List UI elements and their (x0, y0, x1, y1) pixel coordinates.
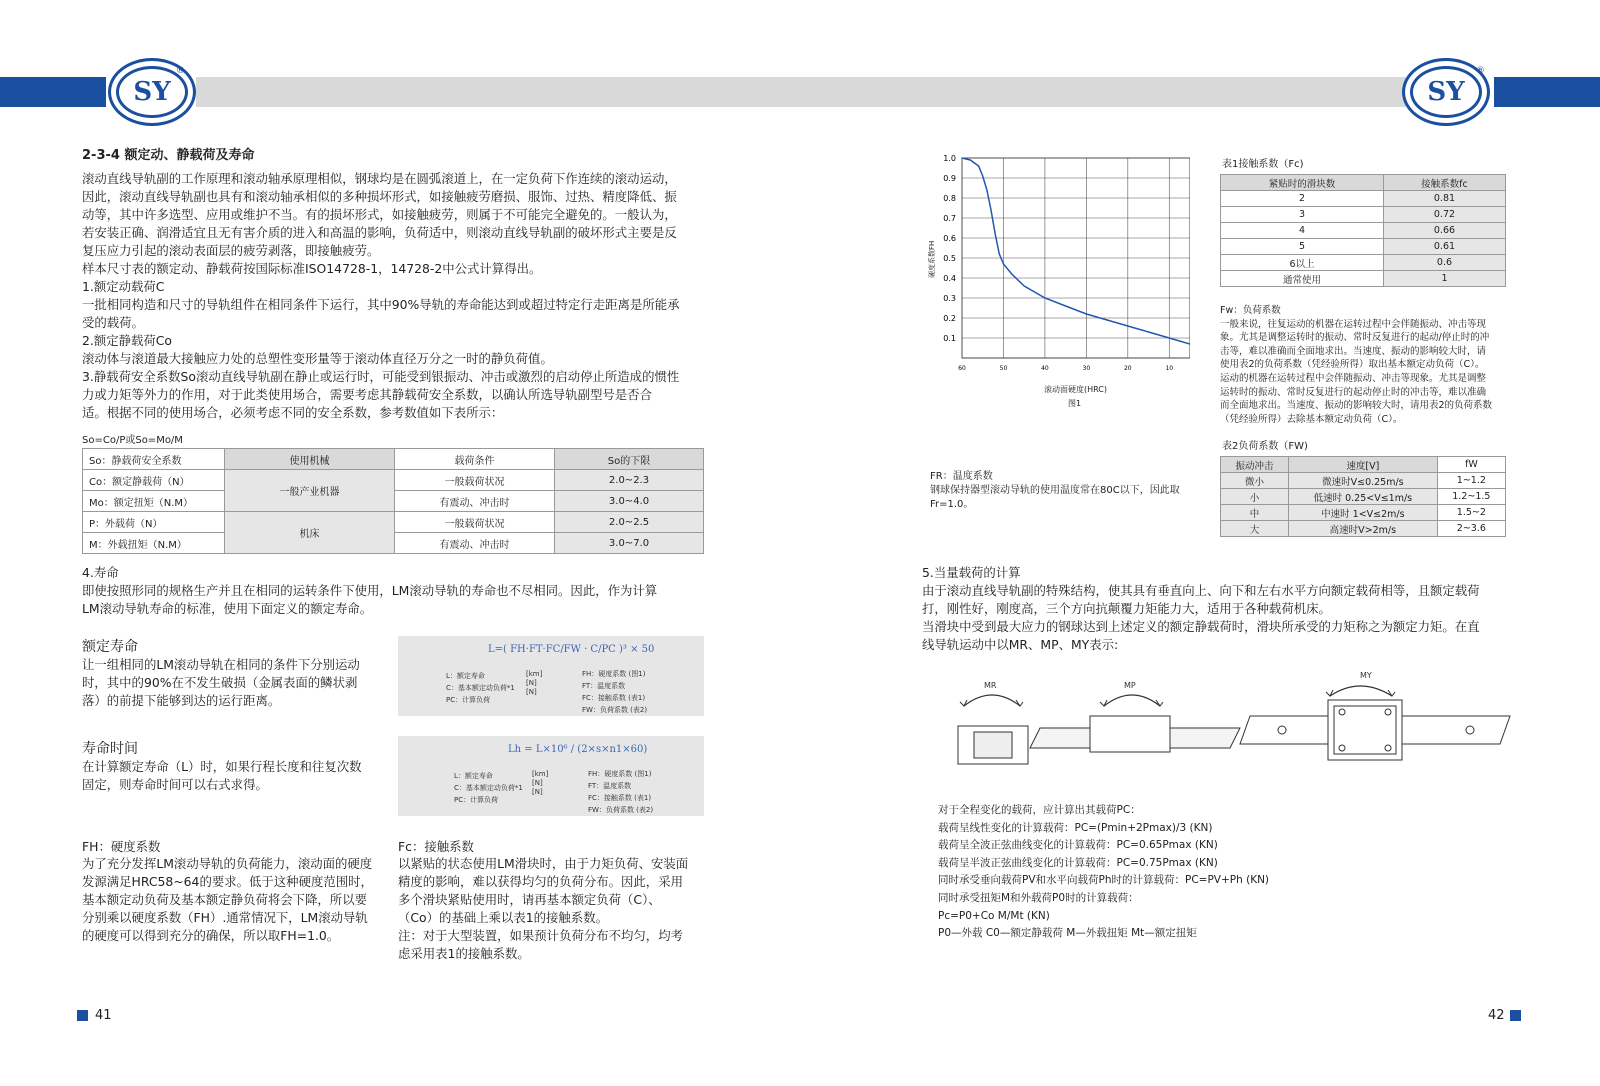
so-def: M：外载扭矩（N.M） (83, 533, 225, 554)
t2-cell: 1.5~2 (1437, 505, 1505, 521)
t1-header: 接触系数fc (1383, 175, 1505, 191)
x-tick: 30 (1082, 365, 1091, 372)
mp-slider (1090, 716, 1170, 752)
t2-header: 速度[V] (1289, 457, 1438, 473)
so-header: 使用机械 (225, 449, 395, 470)
y-tick: 0.7 (943, 214, 956, 223)
formula-box-life (398, 636, 704, 716)
t2-cell: 2~3.6 (1437, 521, 1505, 537)
t2-cell: 微小 (1221, 473, 1289, 489)
page-number-right: 42 (1488, 1008, 1505, 1023)
registered-mark: ® (176, 66, 185, 76)
formula-legend: FH：硬度系数 (图1) FT：温度系数 FC：接触系数 (表1) FW：负荷系数 (表2) (588, 770, 654, 814)
so-limit: 3.0~4.0 (555, 491, 704, 512)
x-tick: 20 (1123, 365, 1132, 372)
y-tick: 0.8 (943, 194, 956, 203)
t2-header: 振动冲击 (1221, 457, 1289, 473)
x-tick: 10 (1165, 365, 1174, 372)
so-limit: 2.0~2.3 (555, 470, 704, 491)
t2-cell: 中速时 1<V≤2m/s (1289, 505, 1438, 521)
t1-cell: 4 (1221, 223, 1384, 239)
calc-text: 对于全程变化的载荷，应计算出其载荷PC： 载荷呈线性变化的计算载荷：PC=(Pmin+2Pmax)/3 (KN) 载荷呈全波正弦曲线变化的计算载荷：PC=0.65Pmax (KN) 载荷呈半波正弦曲线变化的计算载荷：PC=0.75Pmax (KN) 同时承受垂向载荷PV和水平向载荷Ph时的计算载荷：PC=PV+Ph (KN) 同时承受扭矩M和外载荷P0时的计算载荷： Pc=P0+Co M/Mt (KN) P0—外载 C0—额定静载荷 M—外载扭矩 Mt—额定扭矩 (938, 804, 1270, 940)
header-bar-left (0, 77, 106, 107)
t1-cell: 3 (1221, 207, 1384, 223)
t1-cell: 6以上 (1221, 255, 1384, 271)
mp-label: MP (1124, 681, 1136, 690)
y-tick: 0.2 (943, 314, 956, 323)
so-table (82, 448, 704, 554)
t1-cell: 0.81 (1383, 191, 1505, 207)
y-tick: 0.3 (943, 294, 956, 303)
t2-cell: 大 (1221, 521, 1289, 537)
page-number-left: 41 (95, 1008, 112, 1023)
t1-header: 紧贴时的滑块数 (1221, 175, 1384, 191)
mr-arrow (964, 695, 1020, 706)
fc-text: 以紧贴的状态使用LM滑块时，由于力矩负荷、安装面 精度的影响，难以获得均匀的负荷分布。因此，采用 多个滑块紧贴使用时，请再基本额定负荷（C）、 （Co）的基础上乘以表1的接触系数。 注：对于大型装置，如果预计负荷分布不均匀，均考 虑采用表1的接触系数。 (398, 856, 689, 961)
brand-logo-left: SY (108, 58, 196, 126)
x-tick: 40 (1041, 365, 1049, 372)
load-factor-table (1220, 456, 1506, 537)
table1-title: 表1接触系数（Fc) (1222, 159, 1304, 170)
so-condition: 有震动、冲击时 (395, 491, 555, 512)
sec5-text: 由于滚动直线导轨副的特殊结构，使其具有垂直向上、向下和左右水平方向额定载荷相等，且额定载荷 打，刚性好，刚度高，三个方向抗颠覆力矩能力大，适用于各种载荷机床。 当滑块中受到最大应力的钢球达到上述定义的额定静载荷时，滑块所承受的力矩称之为额定力矩。在直 线导轨运动中以MR、MP、MY表示: (922, 583, 1480, 652)
hardness-chart (920, 148, 1190, 413)
formula-units: [km] [N] [N] (526, 670, 543, 696)
my-arrow (1330, 686, 1392, 696)
y-tick: 0.6 (943, 234, 956, 243)
fh-text: 为了充分发挥LM滚动导轨的负荷能力，滚动面的硬度 发源满足HRC58~64的要求。低于这种硬度范围时， 基本额定动负荷及基本额定静负荷将会下降，所以要 分别乘以硬度系数（FH）.通常情况下，LM滚动导轨 的硬度可以得到充分的确保，所以取FH=1.0。 (82, 856, 373, 943)
t1-cell: 5 (1221, 239, 1384, 255)
contact-factor-table (1220, 174, 1506, 287)
t2-cell: 中 (1221, 505, 1289, 521)
section-heading: 2-3-4 额定动、静载荷及寿命 (82, 148, 255, 163)
life-heading: 4.寿命 (82, 565, 119, 580)
chart-xlabel: 滚动面硬度(HRC) (1044, 385, 1108, 394)
rated-life-title: 额定寿命 (82, 639, 138, 655)
fw-text: Fw：负荷系数 一般来说，往复运动的机器在运转过程中会伴随振动、冲击等现 象。尤其是调整运转时的振动、常时反复进行的起动/停止时的冲 击等，难以准确而全面地求出。当速度、振动的影响较大时，请 使用表2的负荷系数（凭经验所得）取出基本额定动负荷（C）。 运动的机器在运转过程中会伴随振动、冲击等现象。尤其是调整 运转时的振动、常时反复进行的起动停止时的冲击等，难以准确 而全面地求出。当速度、振动的影响较大时，请用表2的负荷系数 （凭经验所得）去除基本额定动负荷（C）。 (1220, 305, 1493, 425)
t1-cell: 2 (1221, 191, 1384, 207)
life-time-title: 寿命时间 (82, 741, 138, 757)
my-label: MY (1360, 671, 1372, 680)
registered-mark: ® (1476, 66, 1485, 76)
mr-label: MR (984, 681, 997, 690)
t1-cell: 0.6 (1383, 255, 1505, 271)
t1-cell: 1 (1383, 271, 1505, 287)
rated-life-text: 让一组相同的LM滚动导轨在相同的条件下分别运动 时，其中的90%在不发生破损（金属表面的鳞状剥 落）的前提下能够到达的运行距离。 (82, 657, 360, 708)
x-tick: 60 (958, 365, 966, 372)
header-bar-right (1494, 77, 1600, 107)
t2-header: fW (1437, 457, 1505, 473)
t2-cell: 微速时V≤0.25m/s (1289, 473, 1438, 489)
t1-cell: 0.61 (1383, 239, 1505, 255)
formula-legend: FH：硬度系数 (图1) FT：温度系数 FC：接触系数 (表1) FW：负荷系数 (表2) (582, 670, 648, 714)
so-machine: 机床 (225, 512, 395, 554)
mp-arrow (1104, 695, 1160, 706)
y-tick: 0.9 (943, 174, 956, 183)
so-formula: So=Co/P或So=Mo/M (82, 435, 183, 446)
y-tick: 0.5 (943, 254, 956, 263)
so-header: So的下限 (555, 449, 704, 470)
so-header: So：静载荷安全系数 (83, 449, 225, 470)
fr-text: FR：温度系数 钢球保持器型滚动导轨的使用温度常在80C以下，因此取 Fr=1.0。 (930, 471, 1180, 510)
y-tick: 1.0 (943, 154, 956, 163)
moment-diagrams (930, 668, 1520, 778)
formula-lifetime: Lh = L×10⁶ / (2×s×n1×60) (508, 744, 648, 755)
so-limit: 3.0~7.0 (555, 533, 704, 554)
t2-cell: 小 (1221, 489, 1289, 505)
brand-logo-right: SY (1402, 58, 1490, 126)
x-tick: 50 (999, 365, 1008, 372)
so-def: Mo：额定扭矩（N.M） (83, 491, 225, 512)
page-marker (1510, 1010, 1521, 1021)
t2-cell: 低速时 0.25<V≤1m/s (1289, 489, 1438, 505)
so-def: P：外载荷（N） (83, 512, 225, 533)
so-condition: 一般载荷状况 (395, 470, 555, 491)
hardness-curve (962, 158, 1190, 344)
t1-cell: 0.66 (1383, 223, 1505, 239)
chart-ylabel: 硬度系数FH (928, 240, 936, 278)
my-slider (1328, 700, 1402, 760)
so-limit: 2.0~2.5 (555, 512, 704, 533)
header-band (196, 77, 1406, 107)
formula-units: [km] [N] [N] (532, 770, 549, 796)
y-tick: 0.1 (943, 334, 956, 343)
t1-cell: 0.72 (1383, 207, 1505, 223)
t2-cell: 高速时V>2m/s (1289, 521, 1438, 537)
t1-cell: 通常使用 (1221, 271, 1384, 287)
t2-cell: 1~1.2 (1437, 473, 1505, 489)
formula-legend: L：额定寿命 C：基本额定动负荷*1 PC：计算负荷 (454, 772, 523, 804)
so-def: Co：额定静载荷（N） (83, 470, 225, 491)
y-tick: 0.4 (943, 274, 956, 283)
so-condition: 一般载荷状况 (395, 512, 555, 533)
intro-text: 滚动直线导轨副的工作原理和滚动轴承原理相似，钢球均是在圆弧滚道上，在一定负荷下作连续的滚动运动， 因此，滚动直线导轨副也具有和滚动轴承相似的多种损坏形式，如接触疲劳磨损、服饰、过热、精度降低、振 动等，其中许多选型、应用或维护不当。有的损坏形式，如接触疲劳，则属于不可能完全避免的。一般认为， 若安装正确、润滑适宜且无有害介质的进入和高温的影响，负荷适中，则滚动直线导轨副的破坏形式主要是反 复压应力引起的滚动表面层的疲劳剥落，即接触疲劳。 样本尺寸表的额定动、静载荷按国际标准ISO14728-1，14728-2中公式计算得出。 1.额定动载荷C 一批相同构造和尺寸的导轨组件在相同条件下运行，其中90%导轨的寿命能达到或超过特定行走距离是所能承 受的载荷。 2.额定静载荷Co 滚动体与滚道最大接触应力处的总塑性变形量等于滚动体直径万分之一时的静负荷值。 3.静载荷安全系数So滚动直线导轨副在静止或运行时，可能受到银振动、冲击或激烈的启动停止所造成的惯性 力或力矩等外力的作用，对于此类使用场合，需要考虑其静载荷安全系数，以确认所选导轨副型号是否合 适。根据不同的使用场合，必须考虑不同的安全系数，参考数值如下表所示： (82, 171, 680, 420)
chart-caption: 图1 (1068, 399, 1082, 408)
life-time-text: 在计算额定寿命（L）时，如果行程长度和往复次数 固定，则寿命时间可以右式求得。 (82, 759, 362, 792)
formula-legend: L：额定寿命 C：基本额定动负荷*1 PC：计算负荷 (446, 672, 515, 704)
so-condition: 有震动、冲击时 (395, 533, 555, 554)
fc-title: Fc：接触系数 (398, 839, 474, 854)
formula-life: L=( FH·FT·FC/FW · C/PC )³ × 50 (488, 644, 655, 655)
life-text: 即使按照形同的规格生产并且在相同的运转条件下使用，LM滚动导轨的寿命也不尽相同。因此，作为计算 LM滚动导轨寿命的标准，使用下面定义的额定寿命。 (82, 583, 658, 616)
sec5-title: 5.当量载荷的计算 (922, 565, 1021, 580)
so-machine: 一般产业机器 (225, 470, 395, 512)
formula-box-lifetime (398, 736, 704, 816)
page-marker (77, 1010, 88, 1021)
fh-title: FH：硬度系数 (82, 839, 161, 854)
table2-title: 表2负荷系数（FW) (1222, 441, 1308, 452)
t2-cell: 1.2~1.5 (1437, 489, 1505, 505)
so-header: 载荷条件 (395, 449, 555, 470)
